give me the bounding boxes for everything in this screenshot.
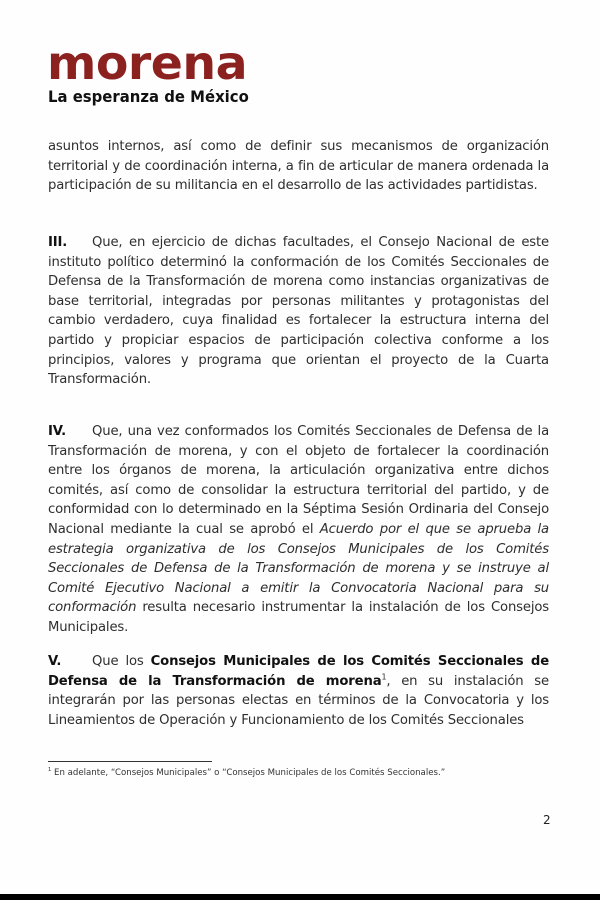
footnote-reference[interactable]: 1 (381, 672, 387, 682)
paragraph-number: IV. (48, 424, 66, 439)
paragraph-text: Que los (92, 654, 151, 669)
paragraph-text-end: resulta necesario instrumentar la instalación de los Consejos Municipales. (48, 600, 549, 635)
paragraph-text: Que, en ejercicio de dichas facultades, el Consejo Nacional de este instituto político determinó la conformación de los Comités Seccionales de Defensa de la Transformación de morena como instancias organizativas de base territorial, integradas por personas militantes y protagonistas del cambio verdadero, cuya finalidad es fortalecer la estructura interna del partido y propiciar espacios de participación colectiva conforme a los principios, valores y programa que orientan el proyecto de la Cuarta Transformación. (48, 235, 549, 388)
paragraph-text-end: , en su instalación se integrarán por las personas electas en términos de la Convocatoria y los Lineamientos de Operación y Funcionamiento de los Comités Seccionales (48, 673, 549, 728)
morena-logo (47, 36, 264, 106)
page-number: 2 (543, 813, 551, 827)
logo-tagline: La esperanza de México (48, 87, 249, 106)
footnote-separator (48, 761, 212, 762)
footnote-text: En adelante, “Consejos Municipales” o “Consejos Municipales de los Comités Seccionales.” (51, 768, 446, 778)
paragraph-text: Que, una vez conformados los Comités Seccionales de Defensa de la Transformación de morena, y con el objeto de fortalecer la coordinación entre los órganos de morena, la articulación organizativa entre dichos comités, así como de consolidar la estructura territorial del partido, y de conformidad con lo determinado en la Séptima Sesión Ordinaria del Consejo Nacional mediante la cual se aprobó el (48, 424, 549, 537)
paragraph-iii (48, 233, 549, 390)
bold-term: Consejos Municipales de los Comités Seccionales de Defensa de la Transformación de morena (48, 654, 549, 689)
agreement-title-italic: Acuerdo por el que se aprueba la estrategia organizativa de los Consejos Municipales de los Comités Seccionales de Defensa de la Transformación de morena y se instruye al Comité Ejecutivo Nacional a emitir la Convocatoria Nacional para su conformación (48, 521, 549, 616)
paragraph-text: asuntos internos, así como de definir sus mecanismos de organización territorial y de coordinación interna, a fin de articular de manera ordenada la participación de su militancia en el desarrollo de las actividades partidistas. (48, 139, 549, 194)
paragraph-continuation (48, 137, 549, 196)
footnote-marker: 1 (48, 767, 52, 774)
logo-wordmark: morena (47, 36, 248, 90)
paragraph-number: III. (48, 235, 68, 250)
paragraph-iv (48, 422, 549, 638)
paragraph-number: V. (48, 654, 62, 669)
footnote (48, 767, 568, 779)
bottom-edge (0, 894, 600, 900)
paragraph-v (48, 652, 549, 730)
